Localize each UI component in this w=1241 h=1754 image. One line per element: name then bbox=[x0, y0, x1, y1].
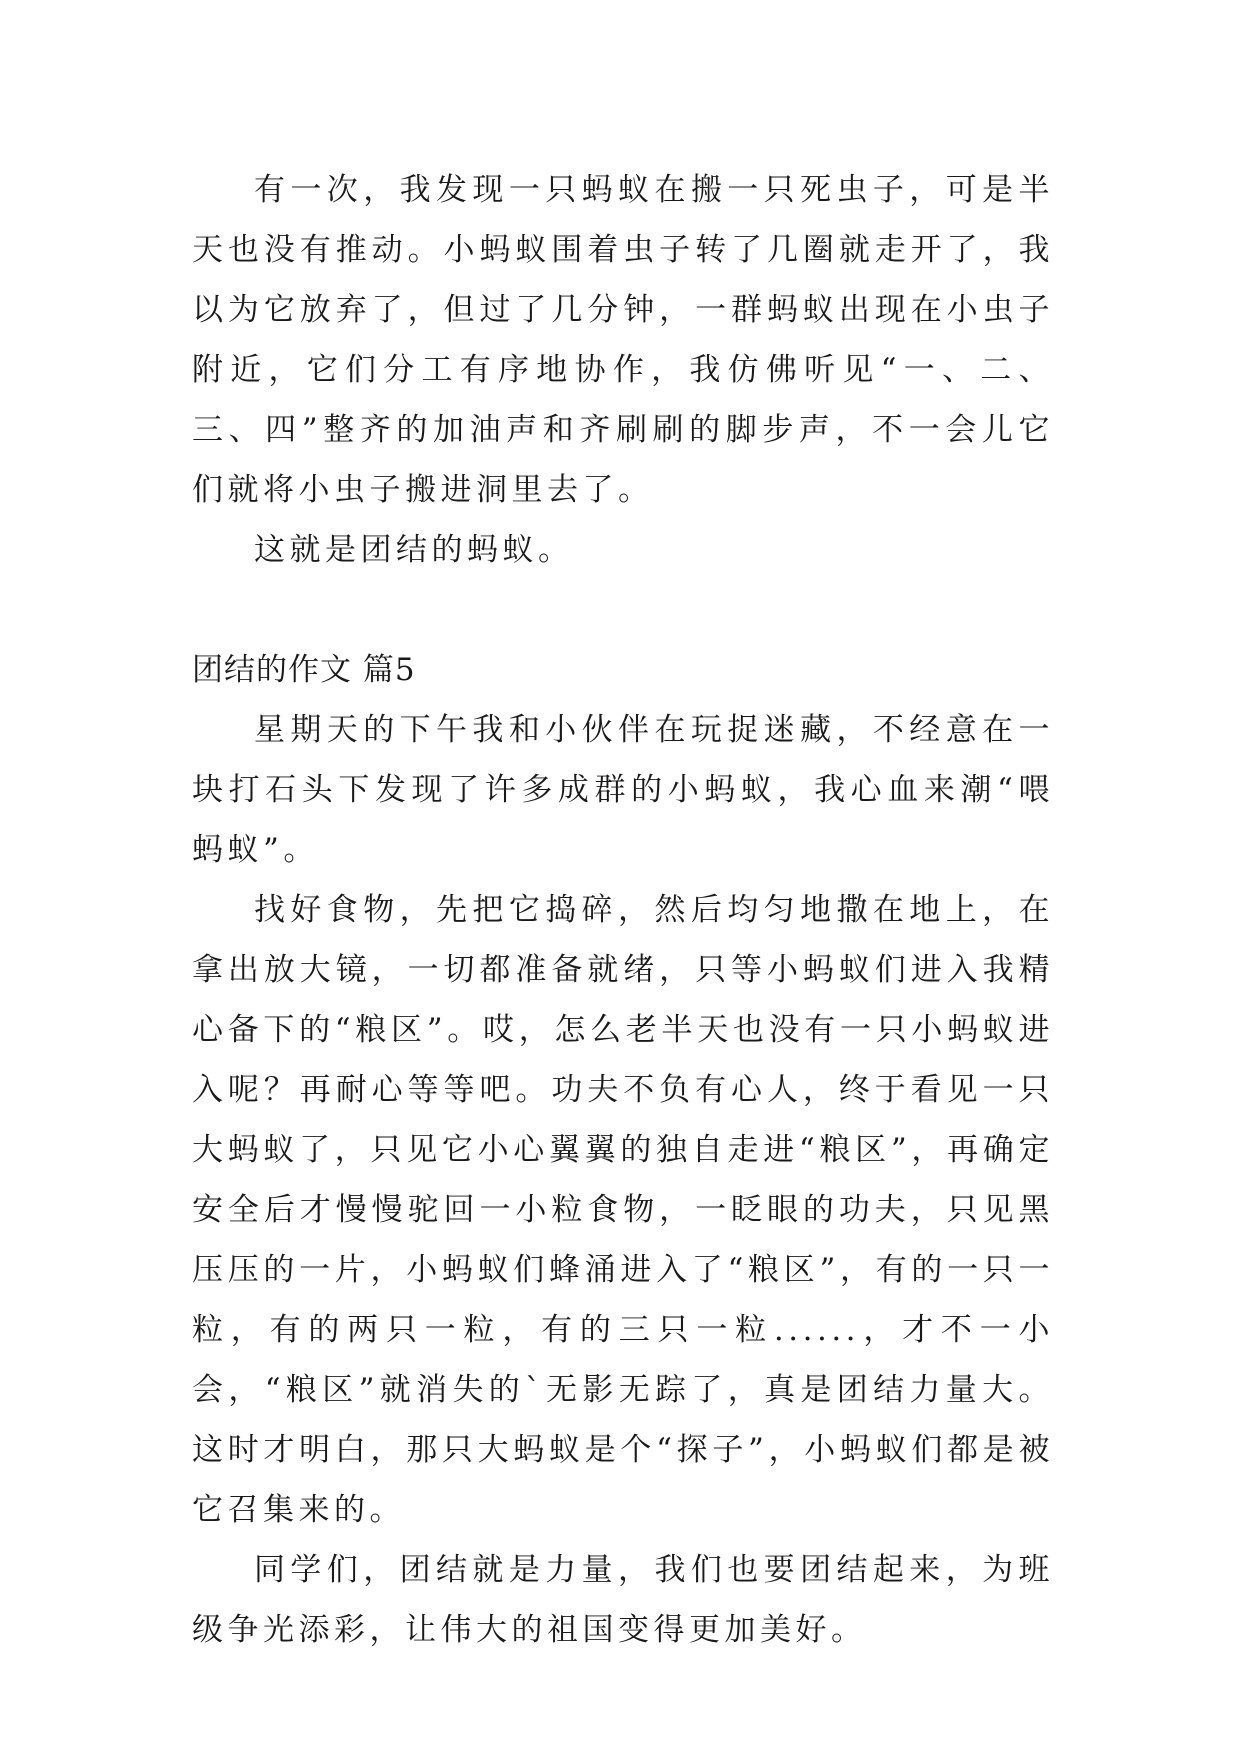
paragraph-ant-story: 有一次，我发现一只蚂蚁在搬一只死虫子，可是半天也没有推动。小蚂蚁围着虫子转了几圈就走开了，我以为它放弃了，但过了几分钟，一群蚂蚁出现在小虫子附近，它们分工有序地协作，我仿佛听见“一、二、三、四”整齐的加油声和齐刷刷的脚步声，不一会儿它们就将小虫子搬进洞里去了。 bbox=[192, 172, 1054, 508]
paragraph-closing: 同学们，团结就是力量，我们也要团结起来，为班级争光添彩，让伟大的祖国变得更加美好。 bbox=[192, 1552, 1054, 1648]
document-body bbox=[192, 160, 1054, 1660]
paragraph-ant-conclusion: 这就是团结的蚂蚁。 bbox=[254, 532, 574, 568]
paragraph-feeding-ants: 找好食物，先把它捣碎，然后均匀地撒在地上，在拿出放大镜，一切都准备就绪，只等小蚂蚁们进入我精心备下的“粮区”。哎，怎么老半天也没有一只小蚂蚁进入呢？再耐心等等吧。功夫不负有心人，终于看见一只大蚂蚁了，只见它小心翼翼的独自走进“粮区”，再确定安全后才慢慢驼回一小粒食物，一眨眼的功夫，只见黑压压的一片，小蚂蚁们蜂涌进入了“粮区”，有的一只一粒，有的两只一粒，有的三只一粒......，才不一小会，“粮区”就消失的`无影无踪了，真是团结力量大。这时才明白，那只大蚂蚁是个“探子”，小蚂蚁们都是被它召集来的。 bbox=[192, 892, 1054, 1528]
section-spacer bbox=[192, 580, 1054, 640]
paragraph-sunday-intro: 星期天的下午我和小伙伴在玩捉迷藏，不经意在一块打石头下发现了许多成群的小蚂蚁，我心血来潮“喂蚂蚁”。 bbox=[192, 712, 1054, 868]
section-heading: 团结的作文 篇5 bbox=[192, 652, 416, 688]
